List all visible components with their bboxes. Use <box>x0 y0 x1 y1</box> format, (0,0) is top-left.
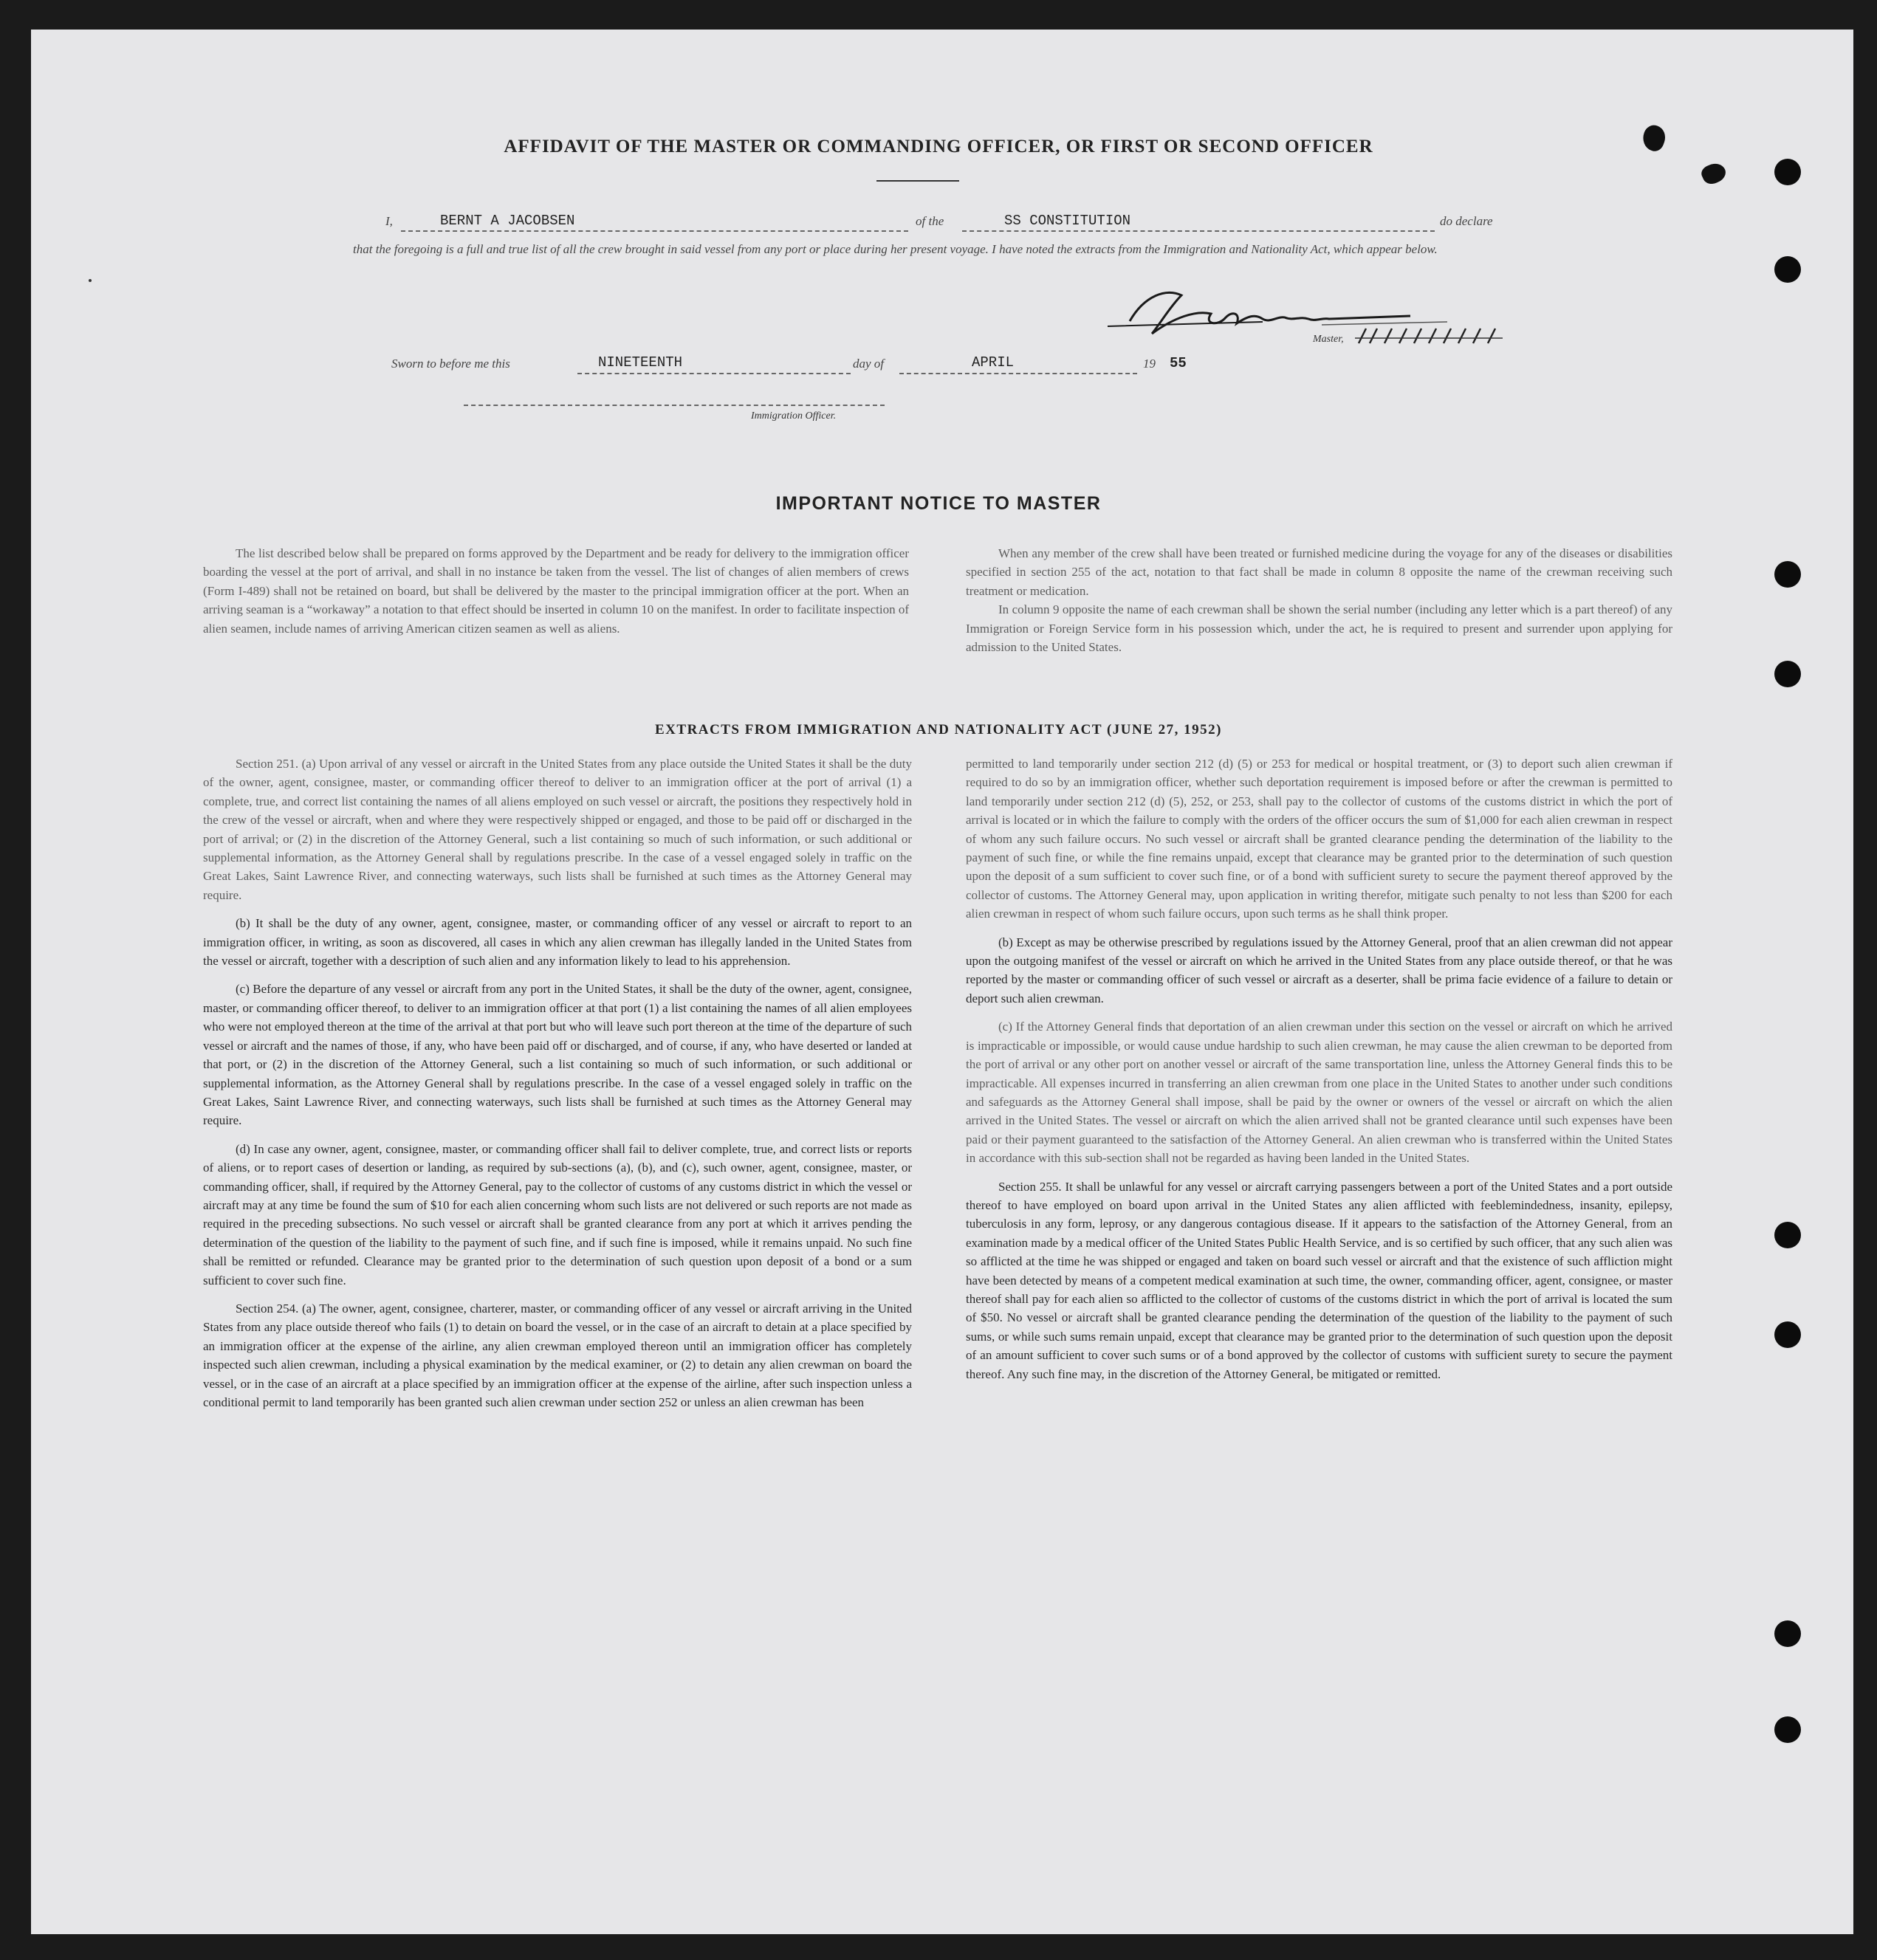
extracts-left-column <box>203 754 912 1421</box>
extract-paragraph: (b) It shall be the duty of any owner, agent, consignee, master, or commanding officer of any vessel or aircraft to report to an immigration officer, in writing, as soon as discovered, all cases in which any alien crewman has illegally landed in the United States from the vessel or aircraft, together with a description of such alien and any information likely to lead to his apprehension. <box>203 916 912 969</box>
declaration-text: that the foregoing is a full and true list of all the crew brought in said vessel from any port or place during her present voyage. I have noted the extracts from the Immigration and Nationality Act, which appear below. <box>353 242 1438 256</box>
extract-paragraph: (c) Before the departure of any vessel or aircraft from any port in the United States, it shall be the duty of the owner, agent, consignee, master, or commanding officer thereof, to deliver to an immigration officer at that port (1) a list containing the names of all alien employees who were not employed thereon at the time of the arrival at that port but who will leave such port thereon at the time of the departure of such vessel or aircraft and the names of those, if any, who have been paid off or discharged, and of course, if any, who have deserted or landed at that port, or (2) in the discretion of the Attorney General, such a list containing so much of such information, or such additional or supplemental information, as the Attorney General shall by regulations prescribe. In the case of a vessel engaged solely in traffic on the Great Lakes, Saint Lawrence River, and connecting waterways, such lists shall be furnished at such times as the Attorney General may require. <box>203 982 912 1128</box>
notice-title: IMPORTANT NOTICE TO MASTER <box>775 493 1102 514</box>
sworn-day-line <box>577 373 851 374</box>
vessel-name: SS CONSTITUTION <box>1004 213 1131 229</box>
punch-hole <box>1774 159 1801 185</box>
notice-left-paragraph: The list described below shall be prepared on forms approved by the Department and be ready for delivery to the immigration officer boarding the vessel at the port of arrival, and shall in no instance be taken from the vessel. The list of changes of alien members of crews (Form I-489) shall not be retained on board, but shall be delivered by the master to the principal immigration officer at the port. When an arriving seaman is a “workaway” a notation to that effect should be inserted in column 10 on the manifest. In order to facilitate inspection of alien seamen, include names of arriving American citizen seamen as well as aliens. <box>203 546 909 636</box>
of-the-label: of the <box>916 214 944 228</box>
notice-right-paragraph: In column 9 opposite the name of each crewman shall be shown the serial number (including any letter which is a part thereof) of any Immigration or Foreign Service form in his possession which, under the act, he is required to present and surrender upon applying for admission to the United States. <box>966 602 1672 655</box>
extract-paragraph: permitted to land temporarily under section 212 (d) (5) or 253 for medical or hospital treatment, or (3) to deport such alien crewman if required to do so by an immigration officer, whether such deportation requirement is imposed before or after the crewman is permitted to land temporarily under section 212 (d) (5), 252, or 253, shall pay to the collector of customs of the customs district in which the port of arrival is located or in which the failure to comply with the orders of the officer occurs the sum of $1,000 for each alien crewman in respect of whom any such failure occurs. No such vessel or aircraft shall be granted clearance pending the determination of the liability to the payment of such fine, or while the fine remains unpaid, except that clearance may be granted prior to the determination of such question upon the deposit of a sum sufficient to cover such fine, or of a bond with sufficient surety to secure the payment thereof approved by the collector of customs. The Attorney General may, upon application in writing therefor, mitigate such penalty to not less than $200 for each alien crewman in respect of whom such failure occurs, upon such terms as he shall think proper. <box>966 757 1672 921</box>
punch-hole <box>1774 1222 1801 1248</box>
struck-through-title-marks <box>1355 325 1503 347</box>
extract-paragraph: Section 255. It shall be unlawful for any vessel or aircraft carrying passengers between a port of the United States and a port outside thereof to have employed on board upon arrival in the United States any alien afflicted with feeblemindedness, insanity, epilepsy, tuberculosis in any form, leprosy, or any dangerous contagious disease. If it appears to the satisfaction of the Attorney General, from an examination made by a medical officer of the United States Public Health Service, and is so certified by such officer, that any such alien was so afflicted at the time he was shipped or engaged and taken on board such vessel or aircraft and that the existence of such affliction might have been detected by means of a competent medical examination at such time, the owner, commanding officer, agent, consignee, or master thereof shall pay for each alien so afflicted to the collector of customs of the customs district in which the port of arrival is located the sum of $50. No vessel or aircraft shall be granted clearance pending the determination of the question of the liability to the payment of such sums, or while such sums remain unpaid, except that clearance may be granted prior to the determination of such question upon the deposit of an amount sufficient to cover such sums or of a bond approved by the collector of customs with sufficient surety to secure the payment thereof. Any such fine may, in the discretion of the Attorney General, be mitigated or remitted. <box>966 1179 1672 1381</box>
punch-hole <box>1774 661 1801 687</box>
paper-speck <box>89 279 92 282</box>
year-prefix: 19 <box>1143 357 1156 371</box>
sworn-year: 55 <box>1170 355 1187 371</box>
do-declare-label: do declare <box>1440 214 1493 228</box>
extracts-right-column <box>966 754 1672 1393</box>
sworn-month-line <box>899 373 1137 374</box>
punch-hole <box>1774 256 1801 283</box>
punch-hole <box>1774 561 1801 588</box>
master-name: BERNT A JACOBSEN <box>440 213 575 229</box>
extract-paragraph: (b) Except as may be otherwise prescribed by regulations issued by the Attorney General, proof that an alien crewman did not appear upon the outgoing manifest of the vessel or aircraft on which he arrived in the United States from any place outside thereof, or that he was reported by the master or commanding officer of such vessel or aircraft as a deserter, shall be prima facie evidence of a failure to detain or deport such alien crewman. <box>966 935 1672 1005</box>
punch-hole <box>1774 1321 1801 1348</box>
page-title: AFFIDAVIT OF THE MASTER OR COMMANDING OFFICER, OR FIRST OR SECOND OFFICER <box>504 137 1373 157</box>
master-name-line <box>401 230 908 232</box>
extract-paragraph: Section 251. (a) Upon arrival of any vessel or aircraft in the United States from any place outside the United States it shall be the duty of the owner, agent, consignee, master, or commanding officer thereof to deliver to an immigration officer at the port of arrival (1) a complete, true, and correct list containing the names of all aliens employed on such vessel or aircraft, the positions they respectively hold in the crew of the vessel or aircraft, when and where they were respectively shipped or engaged, and those to be paid off or discharged in the port of arrival; or (2) in the discretion of the Attorney General, such a list containing so much of such information, or such additional or supplemental information, as the Attorney General shall by regulations prescribe. In the case of a vessel engaged solely in traffic on the Great Lakes, Saint Lawrence River, and connecting waterways, such lists shall be furnished at such times as the Attorney General may require. <box>203 757 912 902</box>
master-caption: Master, <box>1313 334 1344 345</box>
day-of-label: day of <box>853 357 885 371</box>
immigration-officer-caption: Immigration Officer. <box>751 410 837 422</box>
notice-left-column <box>203 544 909 647</box>
immigration-officer-line <box>464 405 885 406</box>
title-divider <box>876 180 959 182</box>
extract-paragraph: (c) If the Attorney General finds that deportation of an alien crewman under this section on the vessel or aircraft on which he arrived is impracticable or impossible, or would cause undue hardship to such alien crewman, he may cause the alien crewman to be deported from the port of arrival or any other port on another vessel or aircraft of the same transportation line, unless the Attorney General finds this to be impracticable. All expenses incurred in transferring an alien crewman from one place in the United States to another under such conditions and safeguards as the Attorney General shall impose, shall be paid by the owner or owners of the vessel or aircraft on which the alien arrived in the United States. The vessel or aircraft on which the alien arrived shall not be granted clearance until such expenses have been paid or their payment guaranteed to the satisfaction of the Attorney General. An alien crewman who is transferred within the United States in accordance with this sub-section shall not be regarded as having been landed in the United States. <box>966 1019 1672 1166</box>
extracts-title: EXTRACTS FROM IMMIGRATION AND NATIONALITY ACT (JUNE 27, 1952) <box>655 722 1222 737</box>
punch-hole <box>1774 1716 1801 1743</box>
vessel-name-line <box>962 230 1435 232</box>
sworn-day: NINETEENTH <box>598 354 683 371</box>
sworn-month: APRIL <box>972 354 1015 371</box>
punch-hole <box>1774 1620 1801 1647</box>
notice-right-paragraph: When any member of the crew shall have been treated or furnished medicine during the voyage for any of the diseases or disabilities specified in section 255 of the act, notation to that fact shall be made in column 8 opposite the name of the crewman receiving such treatment or medication. <box>966 546 1672 598</box>
sworn-label: Sworn to before me this <box>391 357 510 371</box>
notice-right-column <box>966 544 1672 666</box>
extract-paragraph: Section 254. (a) The owner, agent, consignee, charterer, master, or commanding officer of any vessel or aircraft arriving in the United States from any place outside thereof who fails (1) to detain on board the vessel, or in the case of an aircraft to detain at a place specified by an immigration officer at the expense of the airline, any alien crewman employed thereon until an immigration officer has completely inspected such alien crewman, including a physical examination by the medical examiner, or (2) to detain any alien crewman on board the vessel, or in the case of an aircraft at a place specified by an immigration officer at the expense of the airline, after such inspection unless a conditional permit to land temporarily has been granted such alien crewman under section 252 or unless an alien crewman has been <box>203 1301 912 1409</box>
affidavit-i-label: I, <box>385 214 393 228</box>
extract-paragraph: (d) In case any owner, agent, consignee, master, or commanding officer shall fail to deliver complete, true, and correct lists or reports of aliens, or to report cases of desertion or landing, as required by sub-sections (a), (b), and (c), such owner, agent, consignee, master, or commanding officer, shall, if required by the Attorney General, pay to the collector of customs of any customs district in which the vessel or aircraft may at any time be found the sum of $10 for each alien concerning whom such lists are not delivered or such reports are not made as required in the preceding subsections. No such vessel or aircraft shall be granted clearance from any port at which it arrives pending the determination of the question of the liability to the payment of such fine, and if such fine is imposed, while it remains unpaid. No such fine shall be remitted or refunded. Clearance may be granted prior to the determination of such question upon deposit of a bond or a sum sufficient to cover such fine. <box>203 1141 912 1287</box>
